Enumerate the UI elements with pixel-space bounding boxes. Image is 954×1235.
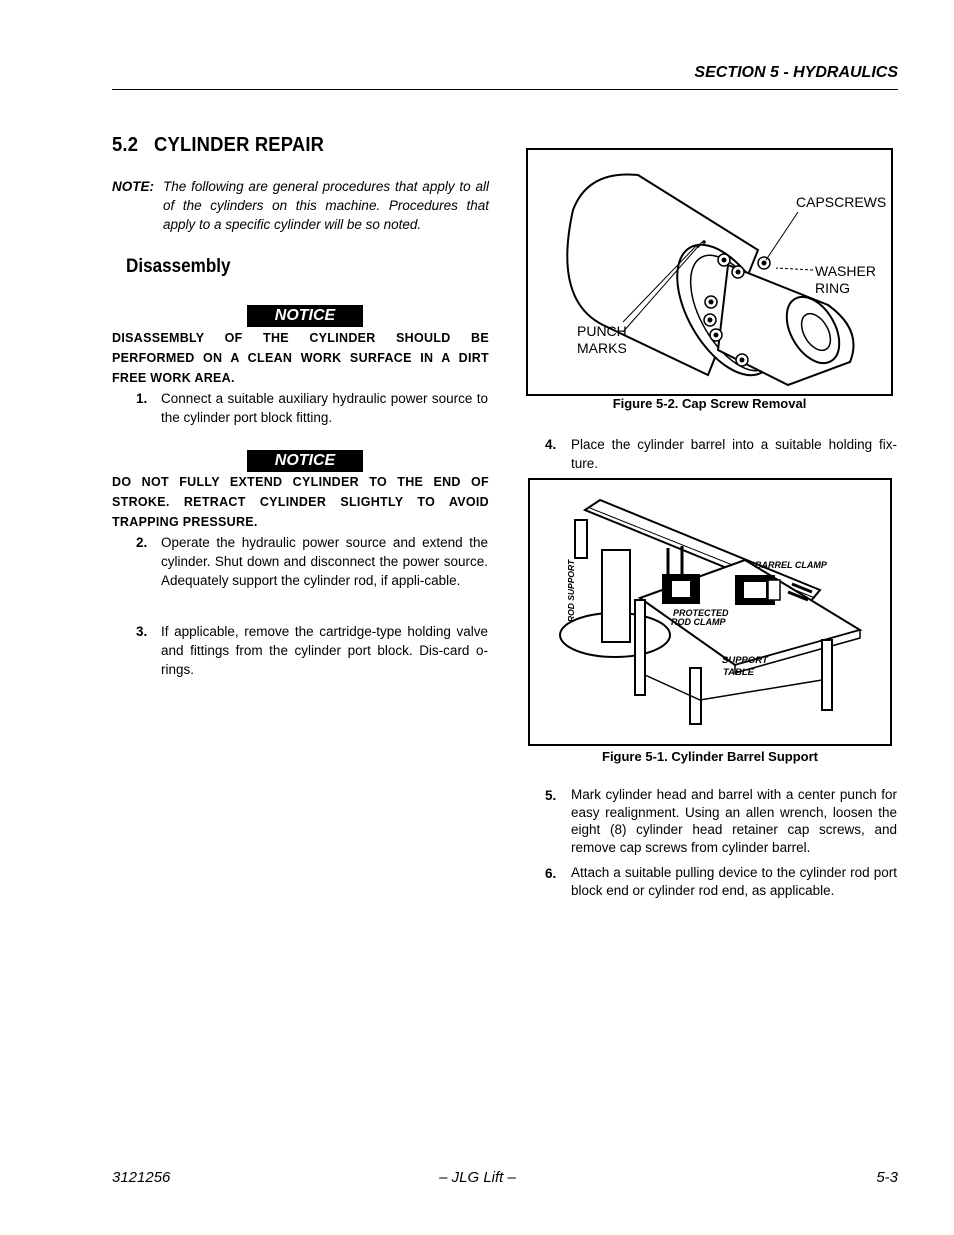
step-number: 5. (545, 788, 557, 803)
figure-cap-screw-removal (526, 148, 893, 396)
step-number: 6. (545, 866, 557, 881)
step-4 (545, 435, 897, 473)
step-3 (136, 622, 488, 679)
section-header: SECTION 5 - HYDRAULICS (694, 64, 898, 81)
subheading-disassembly: Disassembly (126, 256, 231, 277)
label-table: TABLE (723, 667, 754, 678)
label-rod-clamp: ROD CLAMP (671, 617, 726, 627)
figure-cylinder-barrel-support (528, 478, 892, 746)
header-rule (112, 89, 898, 90)
step-text: Attach a suitable pulling device to the cylinder rod port block end or cylinder rod end, as applicable. (571, 865, 897, 898)
label-ring: RING (815, 280, 850, 296)
label-barrel-clamp: BARREL CLAMP (755, 560, 827, 570)
notice-text: DO NOT FULLY EXTEND CYLINDER TO THE END OF STROKE. RETRACT CYLINDER SLIGHTLY TO AVOID TRAPPING PRESSURE. (112, 475, 489, 529)
step-6 (545, 864, 897, 899)
step-text: Place the cylinder barrel into a suitable holding fix-ture. (571, 437, 897, 471)
note-label: NOTE: (112, 179, 154, 194)
figure-caption: Figure 5-1. Cylinder Barrel Support (602, 749, 818, 764)
footer-doc-number: 3121256 (112, 1169, 171, 1186)
figure-caption: Figure 5-2. Cap Screw Removal (612, 396, 807, 411)
step-number: 4. (545, 437, 557, 452)
step-text: Operate the hydraulic power source and extend the cylinder. Shut down and disconnect the power source. Adequately support the cylinder rod, if appli-cable. (161, 535, 488, 588)
step-1 (136, 389, 488, 427)
step-text: Connect a suitable auxiliary hydraulic power source to the cylinder port block fitting. (161, 391, 488, 425)
label-protected: PROTECTED (673, 608, 729, 618)
step-number: 2. (136, 535, 148, 550)
label-support: SUPPORT (722, 655, 768, 666)
step-text: Mark cylinder head and barrel with a center punch for easy realignment. Using an allen wrench, loosen the eight (8) cylinder head retainer cap screws, and remove cap screws from cylinder barrel. (571, 787, 897, 855)
notice-badge: NOTICE (247, 305, 363, 327)
step-number: 1. (136, 391, 148, 406)
notice-text: DISASSEMBLY OF THE CYLINDER SHOULD BE PERFORMED ON A CLEAN WORK SURFACE IN A DIRT FREE WORK AREA. (112, 331, 489, 385)
label-rod-support: ROD SUPPORT (566, 559, 576, 622)
footer-page-number: 5-3 (876, 1169, 898, 1186)
label-washer: WASHER (815, 263, 876, 279)
step-text: If applicable, remove the cartridge-type holding valve and fittings from the cylinder port block. Dis-card o-rings. (161, 624, 488, 677)
step-5 (545, 786, 897, 856)
note-block (112, 177, 489, 234)
step-2 (136, 533, 488, 590)
label-punch: PUNCH (577, 323, 627, 339)
step-number: 3. (136, 624, 148, 639)
note-text: The following are general procedures that apply to all of the cylinders on this machine. Procedures that apply to a specific cylinder will be so noted. (163, 179, 489, 232)
section-title: 5.2 CYLINDER REPAIR (112, 134, 325, 156)
notice-badge: NOTICE (247, 450, 363, 472)
label-marks: MARKS (577, 340, 627, 356)
label-capscrews: CAPSCREWS (796, 194, 887, 210)
footer-center: – JLG Lift – (439, 1169, 516, 1186)
